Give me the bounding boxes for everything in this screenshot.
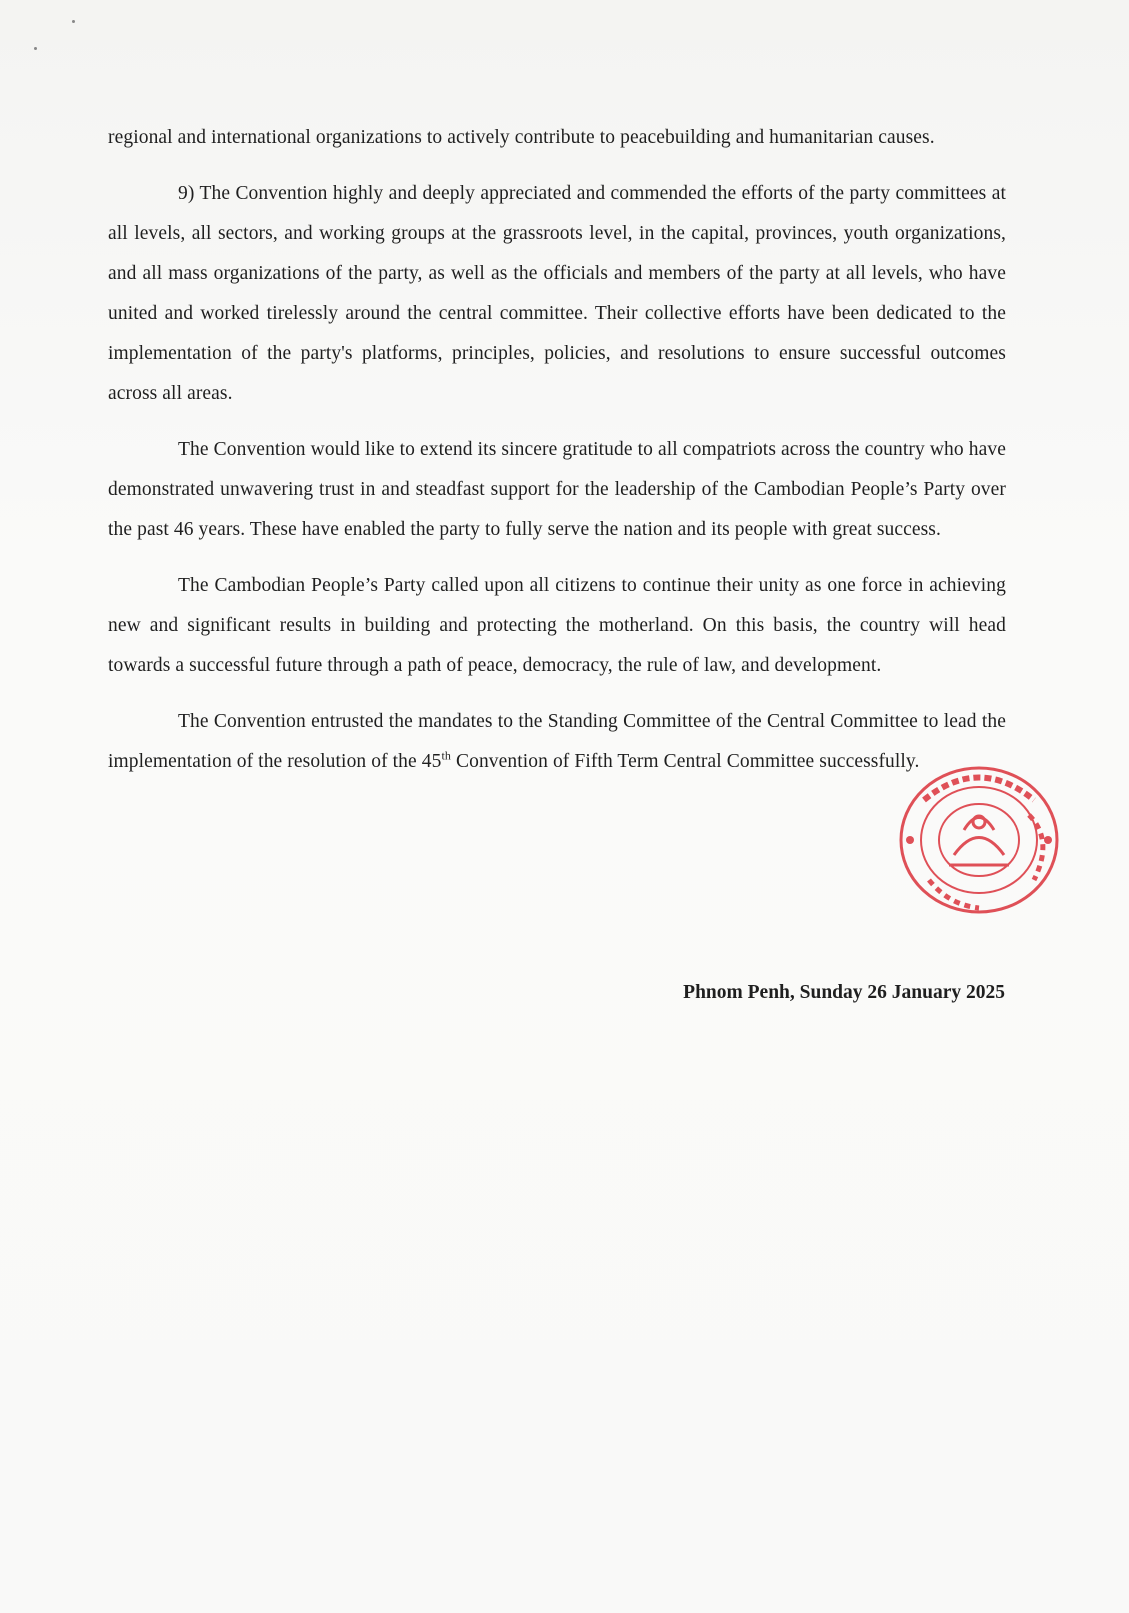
letter-body — [108, 118, 1006, 782]
place-and-date: Phnom Penh, Sunday 26 January 2025 — [683, 982, 1005, 1003]
paper-speck — [34, 47, 37, 50]
paragraph-item-9: 9) The Convention highly and deeply appreciated and commended the efforts of the party committees at all levels, all sectors, and working groups at the grassroots level, in the capital, provinces, youth organizations, and all mass organizations of the party, as well as the officials and members of the party at all levels, who have united and worked tirelessly around the central committee. Their collective efforts have been dedicated to the implementation of the party's platforms, principles, policies, and resolutions to ensure successful outcomes across all areas. — [108, 183, 1006, 404]
party-seal-stamp — [894, 760, 1064, 920]
mandate-text-end: Convention of Fifth Term Central Committee successfully. — [451, 751, 920, 772]
ordinal-suffix: th — [441, 748, 452, 763]
paragraph-mandate — [108, 702, 1006, 782]
paragraph-continuation: regional and international organizations to actively contribute to peacebuilding and humanitarian causes. — [108, 127, 935, 148]
paragraph-call-to-citizens: The Cambodian People’s Party called upon all citizens to continue their unity as one force in achieving new and significant results in building and protecting the motherland. On this basis, the country will head towards a successful future through a path of peace, democracy, the rule of law, and development. — [108, 575, 1006, 676]
paragraph-gratitude: The Convention would like to extend its sincere gratitude to all compatriots across the country who have demonstrated unwavering trust in and steadfast support for the leadership of the Cambodian People’s Party over the past 46 years. These have enabled the party to fully serve the nation and its people with great success. — [108, 439, 1006, 540]
paper-speck — [72, 20, 75, 23]
mandate-text-start: The Convention entrusted the mandates to the Standing Committee of the Central Committee to lead the implementation of the resolution of the 45 — [108, 711, 1006, 772]
